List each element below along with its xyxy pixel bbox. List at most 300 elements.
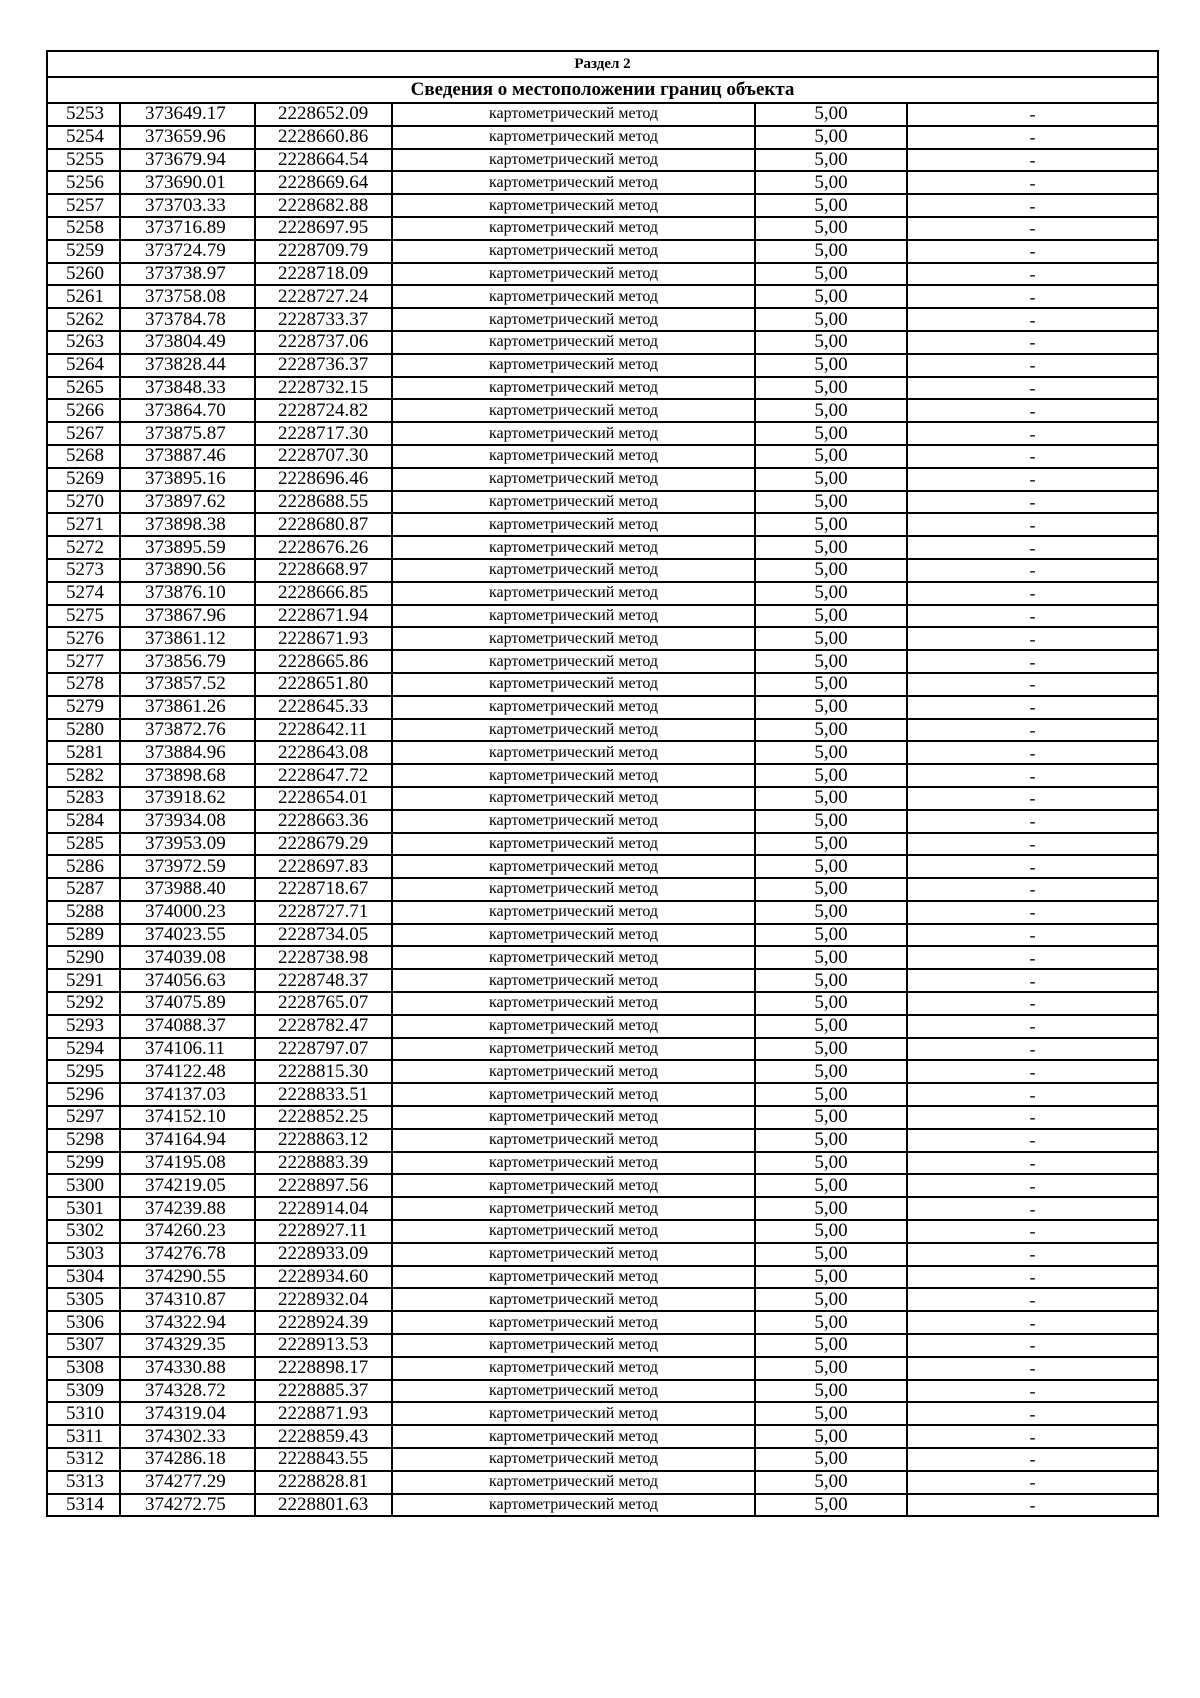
- point-number: 5281: [47, 741, 120, 764]
- point-number: 5296: [47, 1083, 120, 1106]
- point-number: 5306: [47, 1311, 120, 1334]
- accuracy-value: 5,00: [755, 1494, 907, 1517]
- note-cell: -: [907, 171, 1158, 194]
- note-cell: -: [907, 263, 1158, 286]
- note-cell: -: [907, 103, 1158, 126]
- note-cell: -: [907, 217, 1158, 240]
- coordinate-x: 373804.49: [120, 331, 255, 354]
- table-row: [47, 764, 1158, 787]
- table-row: [47, 1425, 1158, 1448]
- note-cell: -: [907, 810, 1158, 833]
- determination-method: картометрический метод: [392, 1174, 755, 1197]
- table-row: [47, 1152, 1158, 1175]
- table-row: [47, 1380, 1158, 1403]
- coordinate-y: 2228898.17: [255, 1357, 392, 1380]
- determination-method: картометрический метод: [392, 1060, 755, 1083]
- note-cell: -: [907, 559, 1158, 582]
- point-number: 5267: [47, 422, 120, 445]
- table-row: [47, 878, 1158, 901]
- note-cell: -: [907, 285, 1158, 308]
- coordinate-x: 374330.88: [120, 1357, 255, 1380]
- table-row: [47, 240, 1158, 263]
- point-number: 5299: [47, 1152, 120, 1175]
- note-cell: -: [907, 1106, 1158, 1129]
- accuracy-value: 5,00: [755, 171, 907, 194]
- coordinate-y: 2228732.15: [255, 377, 392, 400]
- determination-method: картометрический метод: [392, 126, 755, 149]
- accuracy-value: 5,00: [755, 308, 907, 331]
- point-number: 5286: [47, 855, 120, 878]
- accuracy-value: 5,00: [755, 1311, 907, 1334]
- table-row: [47, 924, 1158, 947]
- point-number: 5270: [47, 491, 120, 514]
- coordinate-y: 2228651.80: [255, 673, 392, 696]
- accuracy-value: 5,00: [755, 468, 907, 491]
- coordinate-x: 373857.52: [120, 673, 255, 696]
- determination-method: картометрический метод: [392, 1380, 755, 1403]
- table-row: [47, 1060, 1158, 1083]
- note-cell: -: [907, 1402, 1158, 1425]
- note-cell: -: [907, 1060, 1158, 1083]
- determination-method: картометрический метод: [392, 1129, 755, 1152]
- point-number: 5314: [47, 1494, 120, 1517]
- coordinate-y: 2228933.09: [255, 1243, 392, 1266]
- note-cell: -: [907, 1038, 1158, 1061]
- coordinate-y: 2228932.04: [255, 1288, 392, 1311]
- determination-method: картометрический метод: [392, 1334, 755, 1357]
- note-cell: -: [907, 1425, 1158, 1448]
- accuracy-value: 5,00: [755, 696, 907, 719]
- table-row: [47, 1015, 1158, 1038]
- note-cell: -: [907, 1129, 1158, 1152]
- table-row: [47, 627, 1158, 650]
- coordinate-y: 2228669.64: [255, 171, 392, 194]
- coordinate-x: 373972.59: [120, 855, 255, 878]
- coordinate-x: 373887.46: [120, 445, 255, 468]
- note-cell: -: [907, 673, 1158, 696]
- coordinate-y: 2228643.08: [255, 741, 392, 764]
- note-cell: -: [907, 833, 1158, 856]
- point-number: 5264: [47, 354, 120, 377]
- determination-method: картометрический метод: [392, 149, 755, 172]
- table-row: [47, 673, 1158, 696]
- accuracy-value: 5,00: [755, 787, 907, 810]
- accuracy-value: 5,00: [755, 1060, 907, 1083]
- coordinate-x: 373738.97: [120, 263, 255, 286]
- accuracy-value: 5,00: [755, 1243, 907, 1266]
- accuracy-value: 5,00: [755, 924, 907, 947]
- accuracy-value: 5,00: [755, 1083, 907, 1106]
- accuracy-value: 5,00: [755, 1357, 907, 1380]
- coordinate-x: 373856.79: [120, 650, 255, 673]
- determination-method: картометрический метод: [392, 377, 755, 400]
- accuracy-value: 5,00: [755, 1380, 907, 1403]
- determination-method: картометрический метод: [392, 901, 755, 924]
- coordinate-y: 2228727.71: [255, 901, 392, 924]
- determination-method: картометрический метод: [392, 741, 755, 764]
- accuracy-value: 5,00: [755, 1220, 907, 1243]
- coordinate-x: 373953.09: [120, 833, 255, 856]
- point-number: 5295: [47, 1060, 120, 1083]
- determination-method: картометрический метод: [392, 263, 755, 286]
- coordinate-x: 374039.08: [120, 946, 255, 969]
- determination-method: картометрический метод: [392, 605, 755, 628]
- coordinate-x: 374290.55: [120, 1266, 255, 1289]
- note-cell: -: [907, 1197, 1158, 1220]
- note-cell: -: [907, 468, 1158, 491]
- determination-method: картометрический метод: [392, 308, 755, 331]
- point-number: 5303: [47, 1243, 120, 1266]
- point-number: 5272: [47, 536, 120, 559]
- accuracy-value: 5,00: [755, 1288, 907, 1311]
- point-number: 5313: [47, 1471, 120, 1494]
- coordinate-x: 374310.87: [120, 1288, 255, 1311]
- coordinate-y: 2228733.37: [255, 308, 392, 331]
- note-cell: -: [907, 946, 1158, 969]
- determination-method: картометрический метод: [392, 468, 755, 491]
- table-row: [47, 741, 1158, 764]
- coordinate-y: 2228660.86: [255, 126, 392, 149]
- accuracy-value: 5,00: [755, 240, 907, 263]
- accuracy-value: 5,00: [755, 1174, 907, 1197]
- note-cell: -: [907, 1494, 1158, 1517]
- determination-method: картометрический метод: [392, 1152, 755, 1175]
- determination-method: картометрический метод: [392, 171, 755, 194]
- determination-method: картометрический метод: [392, 1471, 755, 1494]
- table-row: [47, 1083, 1158, 1106]
- determination-method: картометрический метод: [392, 878, 755, 901]
- determination-method: картометрический метод: [392, 1243, 755, 1266]
- coordinate-y: 2228737.06: [255, 331, 392, 354]
- coordinate-x: 374219.05: [120, 1174, 255, 1197]
- point-number: 5310: [47, 1402, 120, 1425]
- accuracy-value: 5,00: [755, 1471, 907, 1494]
- point-number: 5282: [47, 764, 120, 787]
- determination-method: картометрический метод: [392, 924, 755, 947]
- point-number: 5284: [47, 810, 120, 833]
- accuracy-value: 5,00: [755, 1448, 907, 1471]
- coordinate-x: 374276.78: [120, 1243, 255, 1266]
- table-row: [47, 833, 1158, 856]
- determination-method: картометрический метод: [392, 1106, 755, 1129]
- accuracy-value: 5,00: [755, 513, 907, 536]
- accuracy-value: 5,00: [755, 1266, 907, 1289]
- determination-method: картометрический метод: [392, 1425, 755, 1448]
- accuracy-value: 5,00: [755, 764, 907, 787]
- table-row: [47, 1038, 1158, 1061]
- section-label: Раздел 2: [47, 51, 1158, 77]
- coordinate-y: 2228682.88: [255, 194, 392, 217]
- coordinate-y: 2228707.30: [255, 445, 392, 468]
- coordinate-y: 2228885.37: [255, 1380, 392, 1403]
- accuracy-value: 5,00: [755, 1152, 907, 1175]
- coordinate-x: 373884.96: [120, 741, 255, 764]
- determination-method: картометрический метод: [392, 696, 755, 719]
- determination-method: картометрический метод: [392, 445, 755, 468]
- note-cell: -: [907, 1380, 1158, 1403]
- note-cell: -: [907, 149, 1158, 172]
- accuracy-value: 5,00: [755, 833, 907, 856]
- accuracy-value: 5,00: [755, 399, 907, 422]
- note-cell: -: [907, 1174, 1158, 1197]
- coordinate-x: 374152.10: [120, 1106, 255, 1129]
- determination-method: картометрический метод: [392, 833, 755, 856]
- point-number: 5271: [47, 513, 120, 536]
- coordinate-x: 373848.33: [120, 377, 255, 400]
- table-row: [47, 1197, 1158, 1220]
- table-row: [47, 559, 1158, 582]
- determination-method: картометрический метод: [392, 1288, 755, 1311]
- accuracy-value: 5,00: [755, 810, 907, 833]
- determination-method: картометрический метод: [392, 1357, 755, 1380]
- point-number: 5298: [47, 1129, 120, 1152]
- accuracy-value: 5,00: [755, 1425, 907, 1448]
- coordinate-x: 374286.18: [120, 1448, 255, 1471]
- point-number: 5258: [47, 217, 120, 240]
- table-body: [47, 51, 1158, 1516]
- determination-method: картометрический метод: [392, 422, 755, 445]
- coordinate-y: 2228914.04: [255, 1197, 392, 1220]
- note-cell: -: [907, 1471, 1158, 1494]
- accuracy-value: 5,00: [755, 536, 907, 559]
- note-cell: -: [907, 399, 1158, 422]
- determination-method: картометрический метод: [392, 240, 755, 263]
- point-number: 5259: [47, 240, 120, 263]
- accuracy-value: 5,00: [755, 1334, 907, 1357]
- determination-method: картометрический метод: [392, 1015, 755, 1038]
- determination-method: картометрический метод: [392, 855, 755, 878]
- table-row: [47, 1106, 1158, 1129]
- coordinate-x: 374023.55: [120, 924, 255, 947]
- coordinate-x: 373690.01: [120, 171, 255, 194]
- determination-method: картометрический метод: [392, 673, 755, 696]
- note-cell: -: [907, 240, 1158, 263]
- table-row: [47, 582, 1158, 605]
- accuracy-value: 5,00: [755, 1038, 907, 1061]
- point-number: 5253: [47, 103, 120, 126]
- point-number: 5312: [47, 1448, 120, 1471]
- coordinate-y: 2228697.95: [255, 217, 392, 240]
- note-cell: -: [907, 1311, 1158, 1334]
- coordinate-x: 373724.79: [120, 240, 255, 263]
- coordinate-x: 373659.96: [120, 126, 255, 149]
- point-number: 5292: [47, 992, 120, 1015]
- table-row: [47, 536, 1158, 559]
- note-cell: -: [907, 992, 1158, 1015]
- coordinate-x: 374137.03: [120, 1083, 255, 1106]
- table-row: [47, 331, 1158, 354]
- coordinate-x: 374260.23: [120, 1220, 255, 1243]
- coordinate-y: 2228663.36: [255, 810, 392, 833]
- point-number: 5307: [47, 1334, 120, 1357]
- accuracy-value: 5,00: [755, 1197, 907, 1220]
- point-number: 5254: [47, 126, 120, 149]
- coordinate-y: 2228782.47: [255, 1015, 392, 1038]
- point-number: 5279: [47, 696, 120, 719]
- note-cell: -: [907, 605, 1158, 628]
- table-row: [47, 171, 1158, 194]
- table-row: [47, 491, 1158, 514]
- table-row: [47, 1174, 1158, 1197]
- note-cell: -: [907, 536, 1158, 559]
- coordinate-x: 374106.11: [120, 1038, 255, 1061]
- coordinate-x: 374122.48: [120, 1060, 255, 1083]
- point-number: 5287: [47, 878, 120, 901]
- note-cell: -: [907, 1083, 1158, 1106]
- coordinate-y: 2228734.05: [255, 924, 392, 947]
- determination-method: картометрический метод: [392, 992, 755, 1015]
- determination-method: картометрический метод: [392, 217, 755, 240]
- coordinate-y: 2228645.33: [255, 696, 392, 719]
- table-row: [47, 399, 1158, 422]
- table-row: [47, 1334, 1158, 1357]
- coordinate-y: 2228718.09: [255, 263, 392, 286]
- point-number: 5305: [47, 1288, 120, 1311]
- determination-method: картометрический метод: [392, 946, 755, 969]
- point-number: 5283: [47, 787, 120, 810]
- note-cell: -: [907, 764, 1158, 787]
- determination-method: картометрический метод: [392, 1448, 755, 1471]
- table-row: [47, 1220, 1158, 1243]
- table-row: [47, 354, 1158, 377]
- coordinate-x: 374277.29: [120, 1471, 255, 1494]
- table-row: [47, 1311, 1158, 1334]
- table-row: [47, 422, 1158, 445]
- note-cell: -: [907, 741, 1158, 764]
- point-number: 5294: [47, 1038, 120, 1061]
- title-header-row: [47, 77, 1158, 103]
- accuracy-value: 5,00: [755, 377, 907, 400]
- note-cell: -: [907, 331, 1158, 354]
- table-row: [47, 126, 1158, 149]
- table-row: [47, 787, 1158, 810]
- coordinate-y: 2228664.54: [255, 149, 392, 172]
- coordinate-y: 2228927.11: [255, 1220, 392, 1243]
- table-row: [47, 285, 1158, 308]
- determination-method: картометрический метод: [392, 810, 755, 833]
- point-number: 5280: [47, 719, 120, 742]
- note-cell: -: [907, 1266, 1158, 1289]
- determination-method: картометрический метод: [392, 1220, 755, 1243]
- coordinate-y: 2228647.72: [255, 764, 392, 787]
- note-cell: -: [907, 650, 1158, 673]
- note-cell: -: [907, 308, 1158, 331]
- accuracy-value: 5,00: [755, 946, 907, 969]
- accuracy-value: 5,00: [755, 285, 907, 308]
- determination-method: картометрический метод: [392, 285, 755, 308]
- determination-method: картометрический метод: [392, 331, 755, 354]
- table-row: [47, 605, 1158, 628]
- note-cell: -: [907, 354, 1158, 377]
- coordinate-x: 374302.33: [120, 1425, 255, 1448]
- coordinate-x: 373861.12: [120, 627, 255, 650]
- point-number: 5309: [47, 1380, 120, 1403]
- coordinate-x: 374164.94: [120, 1129, 255, 1152]
- determination-method: картометрический метод: [392, 627, 755, 650]
- accuracy-value: 5,00: [755, 103, 907, 126]
- coordinate-y: 2228765.07: [255, 992, 392, 1015]
- note-cell: -: [907, 1243, 1158, 1266]
- determination-method: картометрический метод: [392, 1311, 755, 1334]
- coordinate-x: 373861.26: [120, 696, 255, 719]
- accuracy-value: 5,00: [755, 1129, 907, 1152]
- note-cell: -: [907, 719, 1158, 742]
- coordinate-y: 2228676.26: [255, 536, 392, 559]
- determination-method: картометрический метод: [392, 1266, 755, 1289]
- coordinate-y: 2228871.93: [255, 1402, 392, 1425]
- coordinate-x: 373895.16: [120, 468, 255, 491]
- point-number: 5297: [47, 1106, 120, 1129]
- determination-method: картометрический метод: [392, 354, 755, 377]
- coordinate-x: 374328.72: [120, 1380, 255, 1403]
- determination-method: картометрический метод: [392, 1402, 755, 1425]
- coordinate-x: 373864.70: [120, 399, 255, 422]
- point-number: 5285: [47, 833, 120, 856]
- table-row: [47, 194, 1158, 217]
- coordinate-x: 374329.35: [120, 1334, 255, 1357]
- coordinate-y: 2228724.82: [255, 399, 392, 422]
- point-number: 5268: [47, 445, 120, 468]
- coordinate-x: 374195.08: [120, 1152, 255, 1175]
- note-cell: -: [907, 1015, 1158, 1038]
- coordinate-x: 373872.76: [120, 719, 255, 742]
- table-row: [47, 1357, 1158, 1380]
- coordinate-x: 373890.56: [120, 559, 255, 582]
- coordinate-y: 2228671.93: [255, 627, 392, 650]
- point-number: 5274: [47, 582, 120, 605]
- accuracy-value: 5,00: [755, 582, 907, 605]
- note-cell: -: [907, 1288, 1158, 1311]
- table-row: [47, 468, 1158, 491]
- accuracy-value: 5,00: [755, 422, 907, 445]
- point-number: 5278: [47, 673, 120, 696]
- note-cell: -: [907, 878, 1158, 901]
- table-row: [47, 969, 1158, 992]
- table-row: [47, 1448, 1158, 1471]
- coordinate-x: 373828.44: [120, 354, 255, 377]
- note-cell: -: [907, 491, 1158, 514]
- determination-method: картометрический метод: [392, 650, 755, 673]
- note-cell: -: [907, 787, 1158, 810]
- coordinate-y: 2228736.37: [255, 354, 392, 377]
- determination-method: картометрический метод: [392, 969, 755, 992]
- table-row: [47, 217, 1158, 240]
- table-row: [47, 377, 1158, 400]
- point-number: 5261: [47, 285, 120, 308]
- table-row: [47, 1288, 1158, 1311]
- coordinate-x: 373988.40: [120, 878, 255, 901]
- accuracy-value: 5,00: [755, 901, 907, 924]
- determination-method: картометрический метод: [392, 399, 755, 422]
- coordinate-y: 2228697.83: [255, 855, 392, 878]
- note-cell: -: [907, 513, 1158, 536]
- table-row: [47, 1494, 1158, 1517]
- point-number: 5288: [47, 901, 120, 924]
- point-number: 5255: [47, 149, 120, 172]
- determination-method: картометрический метод: [392, 787, 755, 810]
- point-number: 5256: [47, 171, 120, 194]
- table-title: Сведения о местоположении границ объекта: [47, 77, 1158, 103]
- coordinate-y: 2228709.79: [255, 240, 392, 263]
- coordinate-y: 2228688.55: [255, 491, 392, 514]
- coordinate-x: 374000.23: [120, 901, 255, 924]
- coordinate-x: 373867.96: [120, 605, 255, 628]
- accuracy-value: 5,00: [755, 1402, 907, 1425]
- coordinate-y: 2228680.87: [255, 513, 392, 536]
- table-row: [47, 513, 1158, 536]
- coordinate-y: 2228738.98: [255, 946, 392, 969]
- table-row: [47, 445, 1158, 468]
